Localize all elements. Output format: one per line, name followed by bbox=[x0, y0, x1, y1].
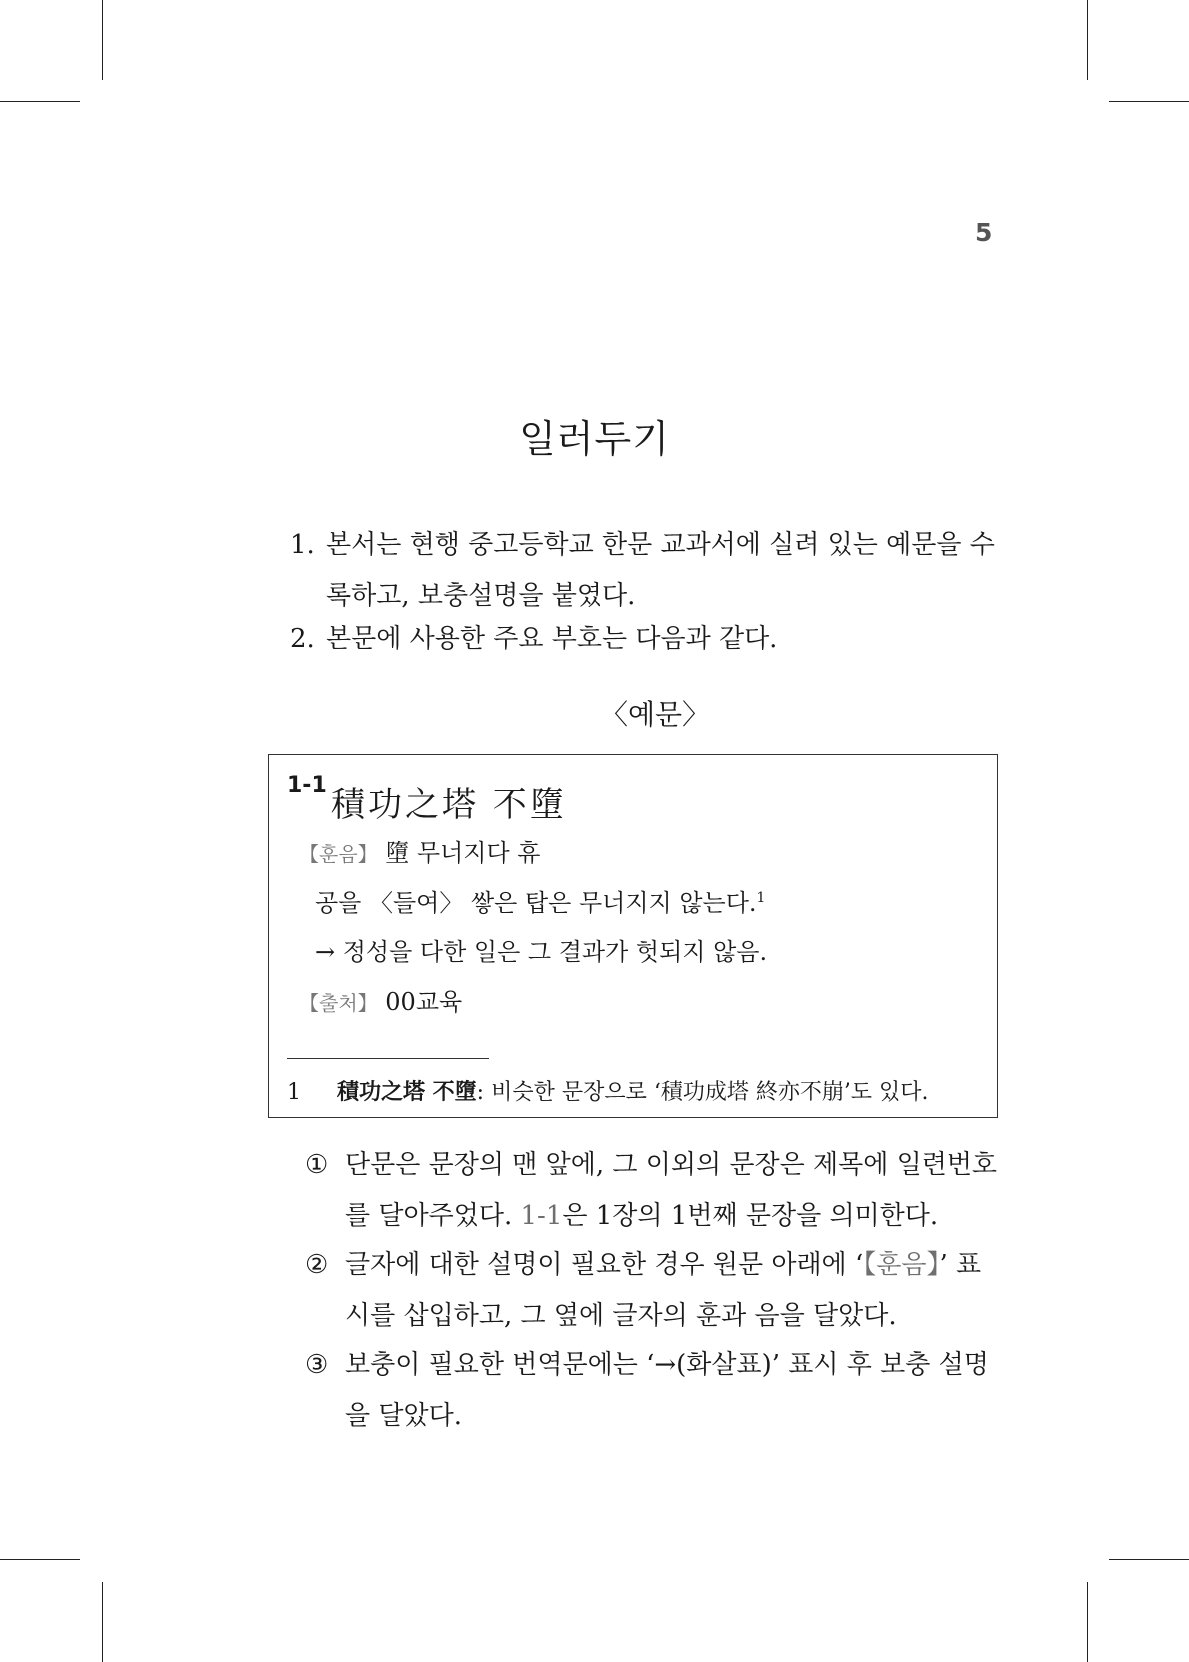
translation-line bbox=[315, 883, 765, 918]
intro-item bbox=[290, 614, 1000, 665]
hunum-tag: 【훈음】 bbox=[299, 842, 378, 866]
intro-text: 본서는 현행 중고등학교 한문 교과서에 실려 있는 예문을 수록하고, 보충설명을 붙였다. bbox=[326, 530, 995, 611]
page-title: 일러두기 bbox=[519, 417, 670, 461]
crop-mark bbox=[1087, 0, 1088, 80]
source-tag: 【출처】 bbox=[299, 991, 378, 1015]
page-number: 5 bbox=[975, 218, 993, 247]
note-item bbox=[305, 1240, 1003, 1342]
note-mark: ② bbox=[305, 1250, 329, 1280]
intro-text: 본문에 사용한 주요 부호는 다음과 같다. bbox=[326, 624, 778, 654]
footnote-head: 積功之塔 不墮 bbox=[337, 1079, 477, 1105]
footnote-rule bbox=[287, 1058, 489, 1059]
note-item bbox=[305, 1140, 1003, 1242]
crop-mark bbox=[1087, 1582, 1088, 1662]
note-text-post: 은 1장의 1번째 문장을 의미한다. bbox=[562, 1201, 939, 1231]
note-highlight: 1-1 bbox=[520, 1201, 563, 1231]
crop-mark bbox=[102, 0, 103, 80]
source-line bbox=[299, 982, 462, 1017]
crop-mark bbox=[0, 1559, 80, 1560]
note-text bbox=[305, 1240, 1003, 1342]
footnote-number: 1 bbox=[287, 1080, 301, 1105]
hunum-text: 墮 무너지다 휴 bbox=[385, 839, 541, 867]
note-text bbox=[305, 1140, 1003, 1242]
note-mark: ③ bbox=[305, 1350, 329, 1380]
example-number: 1-1 bbox=[287, 773, 327, 798]
note-text-pre: 글자에 대한 설명이 필요한 경우 원문 아래에 ‘ bbox=[345, 1250, 864, 1280]
example-box bbox=[268, 754, 998, 1118]
crop-mark bbox=[1109, 101, 1189, 102]
explanation-line: → 정성을 다한 일은 그 결과가 헛되지 않음. bbox=[315, 938, 768, 966]
hunum-line bbox=[299, 833, 540, 868]
footnote-marker: 1 bbox=[756, 890, 766, 906]
note-mark: ① bbox=[305, 1150, 329, 1180]
intro-item bbox=[290, 520, 1000, 622]
example-hanja: 積功之塔 不墮 bbox=[331, 785, 567, 825]
note-text-pre: 보충이 필요한 번역문에는 ‘→(화살표)’ 표시 후 보충 설명을 달았다. bbox=[345, 1350, 989, 1431]
crop-mark bbox=[1109, 1559, 1189, 1560]
intro-number: 2. bbox=[290, 624, 315, 654]
translation-text: 공을 〈들여〉 쌓은 탑은 무너지지 않는다. bbox=[315, 889, 757, 917]
note-highlight: 【훈음】 bbox=[863, 1250, 940, 1280]
note-item bbox=[305, 1340, 1003, 1442]
source-text: 00교육 bbox=[385, 988, 463, 1016]
footnote-text: : 비슷한 문장으로 ‘積功成塔 終亦不崩’도 있다. bbox=[476, 1080, 929, 1105]
note-text-pre: 단문은 문장의 맨 앞에, 그 이외의 문장은 제목에 일련번호를 달아주었다. bbox=[345, 1150, 998, 1231]
example-heading: 〈예문〉 bbox=[599, 698, 711, 731]
intro-number: 1. bbox=[290, 530, 315, 560]
footnote bbox=[287, 1075, 929, 1106]
note-text-post: ’ 표시를 삽입하고, 그 옆에 글자의 훈과 음을 달았다. bbox=[345, 1250, 982, 1331]
crop-mark bbox=[0, 101, 80, 102]
note-text bbox=[305, 1340, 1003, 1442]
crop-mark bbox=[102, 1582, 103, 1662]
